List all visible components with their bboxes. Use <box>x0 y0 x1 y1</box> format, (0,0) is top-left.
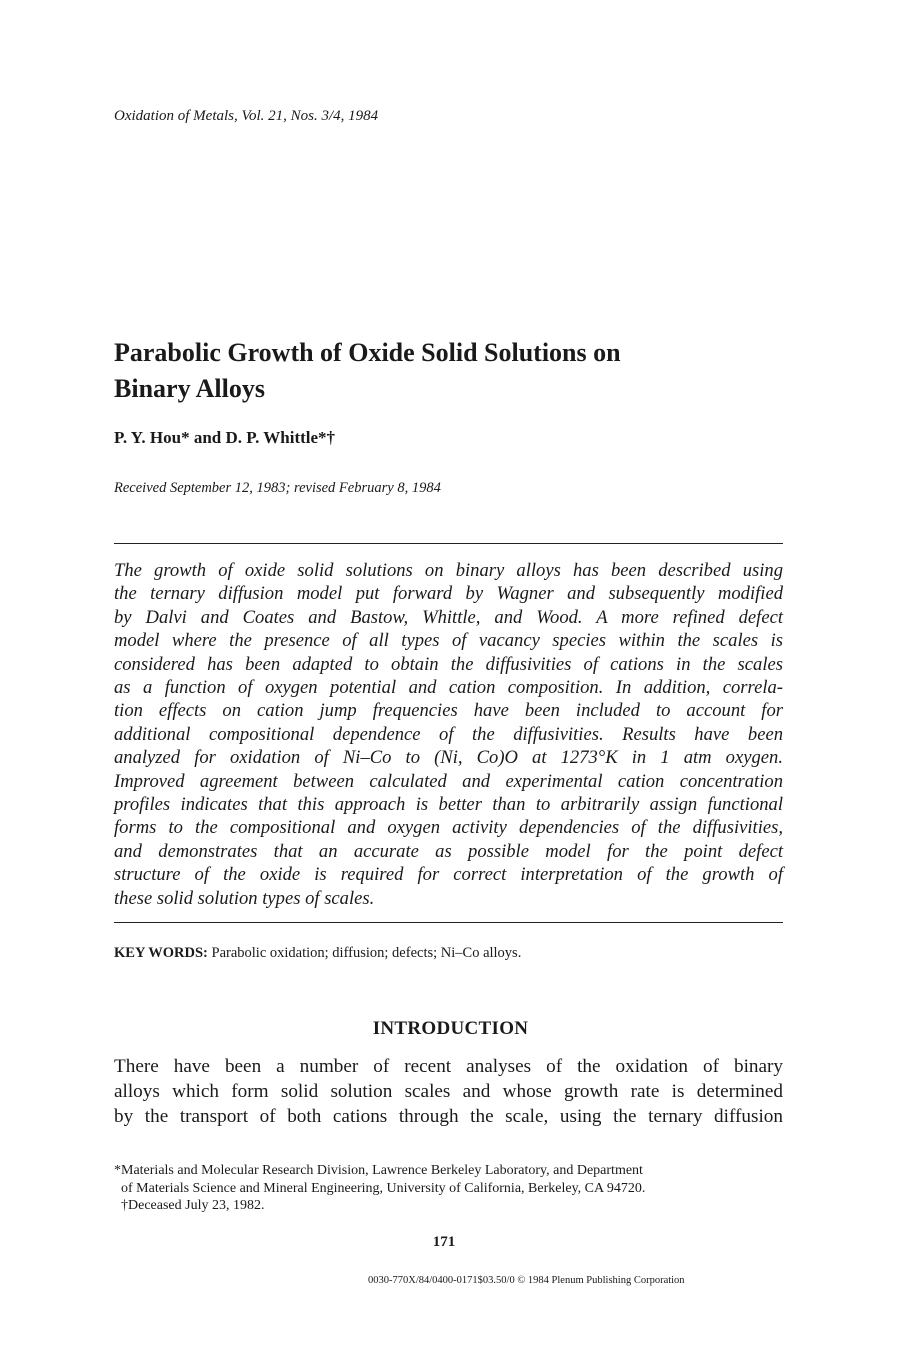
article-title <box>114 335 754 407</box>
intro-line: There have been a number of recent analyses of the oxidation of binary <box>114 1056 783 1077</box>
abstract-bottom-rule <box>114 922 783 923</box>
abstract-top-rule <box>114 543 783 544</box>
abstract-line: as a function of oxygen potential and cation composition. In addition, correla- <box>114 677 783 699</box>
introduction-paragraph <box>114 1054 783 1129</box>
keywords-text: Parabolic oxidation; diffusion; defects; Ni–Co alloys. <box>211 945 522 961</box>
abstract-line: The growth of oxide solid solutions on binary alloys has been described using <box>114 560 783 581</box>
title-line-2: Binary Alloys <box>114 374 265 403</box>
footnote-line: *Materials and Molecular Research Division, Lawrence Berkeley Laboratory, and Department <box>114 1163 643 1178</box>
abstract-line: analyzed for oxidation of Ni–Co to (Ni, Co)O at 1273°K in 1 atm oxygen. <box>114 747 783 769</box>
footnotes <box>114 1162 783 1215</box>
keywords-label: KEY WORDS: <box>114 945 208 961</box>
abstract-line: structure of the oxide is required for correct interpretation of the growth of <box>114 864 783 886</box>
received-dates: Received September 12, 1983; revised February 8, 1984 <box>114 480 441 496</box>
abstract-line: additional compositional dependence of the diffusivities. Results have been <box>114 723 783 745</box>
journal-citation: Oxidation of Metals, Vol. 21, Nos. 3/4, 1984 <box>114 108 379 124</box>
abstract-line: profiles indicates that this approach is better than to arbitrarily assign functional <box>114 794 783 816</box>
copyright-line: 0030-770X/84/0400-0171$03.50/0 © 1984 Plenum Publishing Corporation <box>368 1275 685 1286</box>
intro-line: alloys which form solid solution scales and whose growth rate is determined <box>114 1081 783 1102</box>
abstract <box>114 559 783 910</box>
abstract-line: by Dalvi and Coates and Bastow, Whittle, and Wood. A more refined defect <box>114 606 783 628</box>
abstract-line: and demonstrates that an accurate as possible model for the point defect <box>114 840 783 862</box>
footnote-line: †Deceased July 23, 1982. <box>121 1198 265 1213</box>
abstract-line: tion effects on cation jump frequencies have been included to account for <box>114 700 783 722</box>
intro-line: by the transport of both cations through the scale, using the ternary diffusion <box>114 1106 783 1127</box>
abstract-line: considered has been adapted to obtain the diffusivities of cations in the scales <box>114 653 783 675</box>
abstract-line: Improved agreement between calculated and experimental cation concentration <box>114 770 783 792</box>
page-number: 171 <box>432 1234 456 1250</box>
abstract-line: the ternary diffusion model put forward by Wagner and subsequently modified <box>114 583 783 605</box>
section-heading-introduction: INTRODUCTION <box>372 1018 529 1039</box>
footnote-line: of Materials Science and Mineral Engineering, University of California, Berkeley, CA 94720. <box>121 1180 646 1196</box>
abstract-line: model where the presence of all types of vacancy species within the scales is <box>114 630 783 652</box>
author-list: P. Y. Hou* and D. P. Whittle*† <box>114 428 336 447</box>
abstract-line: these solid solution types of scales. <box>114 887 375 909</box>
keywords <box>114 945 521 962</box>
abstract-line: forms to the compositional and oxygen activity dependencies of the diffusivities, <box>114 817 783 839</box>
title-line-1: Parabolic Growth of Oxide Solid Solutions on <box>114 338 621 367</box>
